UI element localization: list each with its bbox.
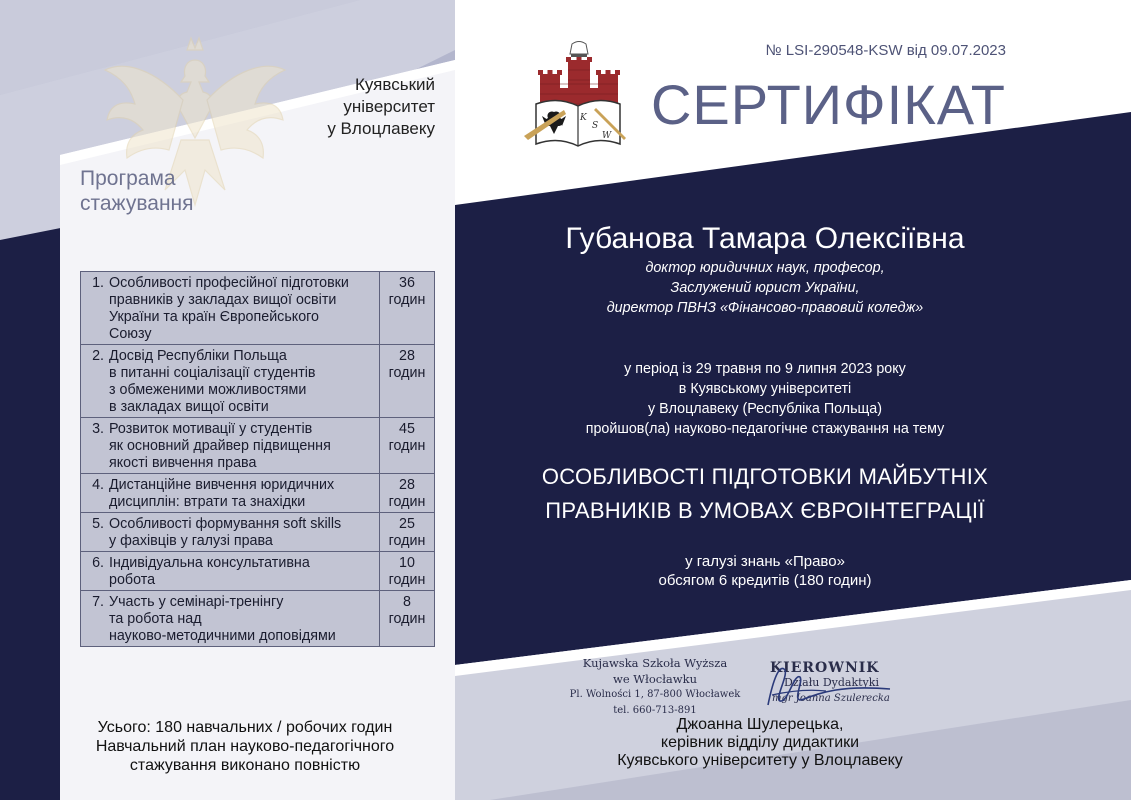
ksw-castle-logo bbox=[520, 40, 635, 155]
row-topic bbox=[106, 272, 380, 345]
stamp-line: tel. 660-713-891 bbox=[613, 705, 697, 716]
hours-number: 45 bbox=[399, 421, 415, 437]
topic-line: з обмеженими можливостями bbox=[109, 382, 307, 398]
internship-topic bbox=[460, 460, 1070, 528]
topic-line: в питанні соціалізації студентів bbox=[109, 365, 316, 381]
hours-number: 8 bbox=[403, 594, 411, 610]
period-line: у період із 29 травня по 9 липня 2023 року bbox=[624, 361, 906, 377]
hours-number: 25 bbox=[399, 516, 415, 532]
period-line: у Влоцлавеку (Республіка Польща) bbox=[647, 401, 883, 417]
topic-line: правників у закладах вищої освіти bbox=[109, 292, 337, 308]
row-number: 3. bbox=[81, 418, 107, 474]
svg-text:W: W bbox=[602, 131, 612, 141]
hours-unit: годин bbox=[388, 572, 426, 588]
credential-line: Заслужений юрист України, bbox=[670, 280, 860, 296]
hours-unit: годин bbox=[388, 533, 426, 549]
credential-line: доктор юридичних наук, професор, bbox=[645, 260, 885, 276]
row-number: 1. bbox=[81, 272, 107, 345]
period-line: пройшов(ла) науково-педагогічне стажування на тему bbox=[585, 421, 945, 437]
row-hours bbox=[380, 591, 435, 647]
row-hours bbox=[380, 474, 435, 513]
topic-line: Розвиток мотивації у студентів bbox=[109, 421, 313, 437]
certificate-title: СЕРТИФІКАТ bbox=[650, 73, 1006, 136]
stamp-line: Kujawska Szkoła Wyższa bbox=[582, 656, 728, 670]
row-number: 5. bbox=[81, 513, 107, 552]
university-line: Куявський bbox=[354, 75, 435, 94]
topic-title-line: ПРАВНИКІВ В УМОВАХ ЄВРОІНТЕГРАЦІЇ bbox=[545, 498, 985, 523]
topic-line: та робота над bbox=[109, 611, 202, 627]
field-line: обсягом 6 кредитів (180 годин) bbox=[658, 572, 872, 589]
hours-unit: годин bbox=[388, 494, 426, 510]
recipient-credentials bbox=[460, 258, 1070, 318]
table-row bbox=[81, 474, 435, 513]
signature bbox=[760, 655, 900, 715]
row-topic bbox=[106, 474, 380, 513]
row-hours bbox=[380, 272, 435, 345]
row-number: 2. bbox=[81, 345, 107, 418]
program-table bbox=[80, 271, 435, 647]
row-topic bbox=[106, 345, 380, 418]
university-line: університет bbox=[343, 97, 435, 116]
stamp-line: KIEROWNIK bbox=[770, 660, 880, 676]
hours-number: 36 bbox=[399, 275, 415, 291]
program-label bbox=[80, 166, 194, 216]
university-line: у Влоцлавеку bbox=[327, 119, 435, 138]
stamp-line: we Włocławku bbox=[612, 672, 698, 686]
signer-line: керівник відділу дидактики bbox=[660, 734, 860, 751]
stamp-line: Działu Dydaktyki bbox=[784, 676, 879, 689]
knowledge-field bbox=[460, 552, 1070, 590]
signer-block bbox=[570, 716, 950, 770]
program-label-line: стажування bbox=[80, 192, 194, 215]
table-row bbox=[81, 272, 435, 345]
stamp-line: Pl. Wolności 1, 87-800 Włocławek bbox=[569, 689, 741, 700]
row-number: 6. bbox=[81, 552, 107, 591]
row-topic bbox=[106, 591, 380, 647]
credential-line: директор ПВНЗ «Фінансово-правовий коледж» bbox=[606, 300, 924, 316]
table-row bbox=[81, 345, 435, 418]
topic-line: робота bbox=[109, 572, 156, 588]
svg-text:K: K bbox=[580, 113, 587, 123]
topic-line: Дистанційне вивчення юридичних bbox=[109, 477, 335, 493]
hours-unit: годин bbox=[388, 611, 426, 627]
total-line: Усього: 180 навчальних / робочих годин bbox=[97, 719, 393, 736]
row-number: 7. bbox=[81, 591, 107, 647]
hours-number: 10 bbox=[399, 555, 415, 571]
school-stamp bbox=[555, 655, 755, 719]
topic-line: дисциплін: втрати та знахідки bbox=[109, 494, 306, 510]
program-total bbox=[20, 718, 470, 775]
signer-line: Куявського університету у Влоцлавеку bbox=[617, 752, 903, 769]
topic-line: Досвід Республіки Польща bbox=[109, 348, 287, 364]
hours-number: 28 bbox=[399, 348, 415, 364]
row-number: 4. bbox=[81, 474, 107, 513]
table-row bbox=[81, 418, 435, 474]
topic-line: у фахівців у галузі права bbox=[109, 533, 273, 549]
hours-unit: годин bbox=[388, 438, 426, 454]
hours-number: 28 bbox=[399, 477, 415, 493]
row-hours bbox=[380, 552, 435, 591]
signer-line: Джоанна Шулерецька, bbox=[676, 716, 844, 733]
field-line: у галузі знань «Право» bbox=[685, 553, 845, 570]
topic-line: як основний драйвер підвищення bbox=[109, 438, 331, 454]
hours-unit: годин bbox=[388, 365, 426, 381]
topic-line: Особливості формування soft skills bbox=[109, 516, 342, 532]
table-row bbox=[81, 591, 435, 647]
topic-title-line: ОСОБЛИВОСТІ ПІДГОТОВКИ МАЙБУТНІХ bbox=[541, 464, 989, 489]
topic-line: Особливості професійної підготовки bbox=[109, 275, 349, 291]
row-hours bbox=[380, 345, 435, 418]
topic-line: Індивідуальна консультативна bbox=[109, 555, 310, 571]
topic-line: науково-методичними доповідями bbox=[109, 628, 336, 644]
topic-line: якості вивчення права bbox=[109, 455, 257, 471]
row-topic bbox=[106, 552, 380, 591]
program-label-line: Програма bbox=[80, 167, 176, 190]
topic-line: Союзу bbox=[109, 326, 152, 342]
hours-unit: годин bbox=[388, 292, 426, 308]
stamp-line: mgr Joanna Szulerecka bbox=[772, 693, 890, 704]
table-row bbox=[81, 513, 435, 552]
internship-period bbox=[460, 359, 1070, 439]
topic-line: в закладах вищої освіти bbox=[109, 399, 269, 415]
total-line: стажування виконано повністю bbox=[129, 757, 361, 774]
total-line: Навчальний план науково-педагогічного bbox=[95, 738, 395, 755]
table-row bbox=[81, 552, 435, 591]
university-name bbox=[250, 74, 435, 140]
row-topic bbox=[106, 418, 380, 474]
row-topic bbox=[106, 513, 380, 552]
topic-line: України та країн Європейського bbox=[109, 309, 319, 325]
row-hours bbox=[380, 513, 435, 552]
period-line: в Куявському університеті bbox=[678, 381, 852, 397]
row-hours bbox=[380, 418, 435, 474]
topic-line: Участь у семінарі-тренінгу bbox=[109, 594, 284, 610]
recipient-name: Губанова Тамара Олексіївна bbox=[565, 222, 965, 255]
certificate-number: № LSI-290548-KSW від 09.07.2023 bbox=[765, 42, 1006, 59]
svg-text:S: S bbox=[592, 121, 599, 131]
